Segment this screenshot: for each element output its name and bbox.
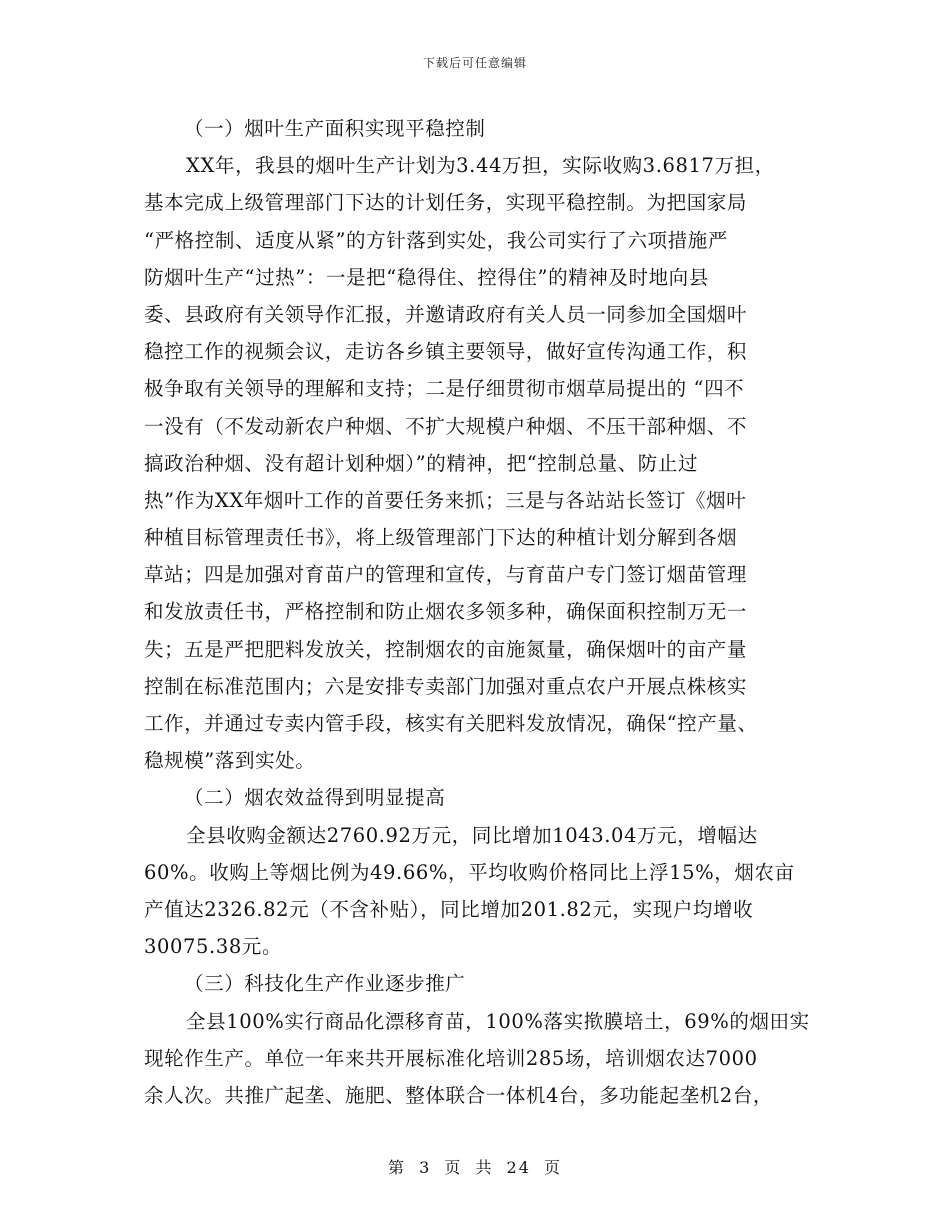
paragraph-line: 极争取有关领导的理解和支持；二是仔细贯彻市烟草局提出的 “四不 xyxy=(144,377,745,401)
paragraph-line: 30075.38元。 xyxy=(144,935,283,959)
paragraph-line: 工作，并通过专卖内管手段，核实有关肥料发放情况，确保“控产量、 xyxy=(144,712,758,735)
paragraph-line: 控制在标准范围内；六是安排专卖部门加强对重点农户开展点株核实 xyxy=(144,674,748,698)
paragraph-line: 基本完成上级管理部门下达的计划任务，实现平稳控制。为把国家局 xyxy=(144,191,748,215)
paragraph-line: 产值达2326.82元（不含补贴），同比增加201.82元，实现户均增收 xyxy=(144,897,754,921)
paragraph-line: 委、县政府有关领导作汇报，并邀请政府有关人员一同参加全国烟叶 xyxy=(144,302,748,326)
paragraph-line: 稳控工作的视频会议，走访各乡镇主要领导，做好宣传沟通工作，积 xyxy=(144,340,748,364)
paragraph-line: 稳规模”落到实处。 xyxy=(144,749,316,773)
paragraph-line: 失；五是严把肥料发放关，控制烟农的亩施氮量，确保烟叶的亩产量 xyxy=(144,637,748,661)
section-heading-1: （一）烟叶生产面积实现平稳控制 xyxy=(184,117,486,140)
paragraph-line: 防烟叶生产“过热”：一是把“稳得住、控得住”的精神及时地向县 xyxy=(144,265,709,289)
paragraph-line: 余人次。共推广起垄、施肥、整体联合一体机4台，多功能起垄机2台， xyxy=(144,1083,774,1107)
document-body xyxy=(144,110,824,1114)
page-number-footer: 第 3 页 共 24 页 xyxy=(388,1158,562,1177)
paragraph-line: “严格控制、适度从紧”的方针落到实处，我公司实行了六项措施严 xyxy=(144,228,728,252)
paragraph-line: 热”作为XX年烟叶工作的首要任务来抓；三是与各站站长签订《烟叶 xyxy=(144,488,747,512)
section-heading-3: （三）科技化生产作业逐步推广 xyxy=(184,972,466,996)
page-header-note: 下载后可任意编辑 xyxy=(422,56,527,70)
paragraph-line: 搞政治种烟、没有超计划种烟）”的精神，把“控制总量、防止过 xyxy=(144,451,699,475)
paragraph-line: 和发放责任书，严格控制和防止烟农多领多种，确保面积控制万无一 xyxy=(144,600,748,624)
section-heading-2: （二）烟农效益得到明显提高 xyxy=(184,786,446,810)
paragraph-line: XX年，我县的烟叶生产计划为3.44万担，实际收购3.6817万担， xyxy=(186,154,775,178)
paragraph-line: 草站；四是加强对育苗户的管理和宣传，与育苗户专门签订烟苗管理 xyxy=(144,563,748,587)
paragraph-line: 现轮作生产。单位一年来共开展标准化培训285场，培训烟农达7000 xyxy=(144,1046,758,1070)
paragraph-line: 全县收购金额达2760.92万元，同比增加1043.04万元，增幅达 xyxy=(186,823,758,847)
paragraph-line: 60%。收购上等烟比例为49.66%，平均收购价格同比上浮15%，烟农亩 xyxy=(144,860,795,884)
paragraph-line: 一没有（不发动新农户种烟、不扩大规模户种烟、不压干部种烟、不 xyxy=(144,414,748,438)
paragraph-line: 种植目标管理责任书》，将上级管理部门下达的种植计划分解到各烟 xyxy=(144,526,738,550)
paragraph-line: 全县100%实行商品化漂移育苗，100%落实揿膜培土，69%的烟田实 xyxy=(186,1009,810,1033)
